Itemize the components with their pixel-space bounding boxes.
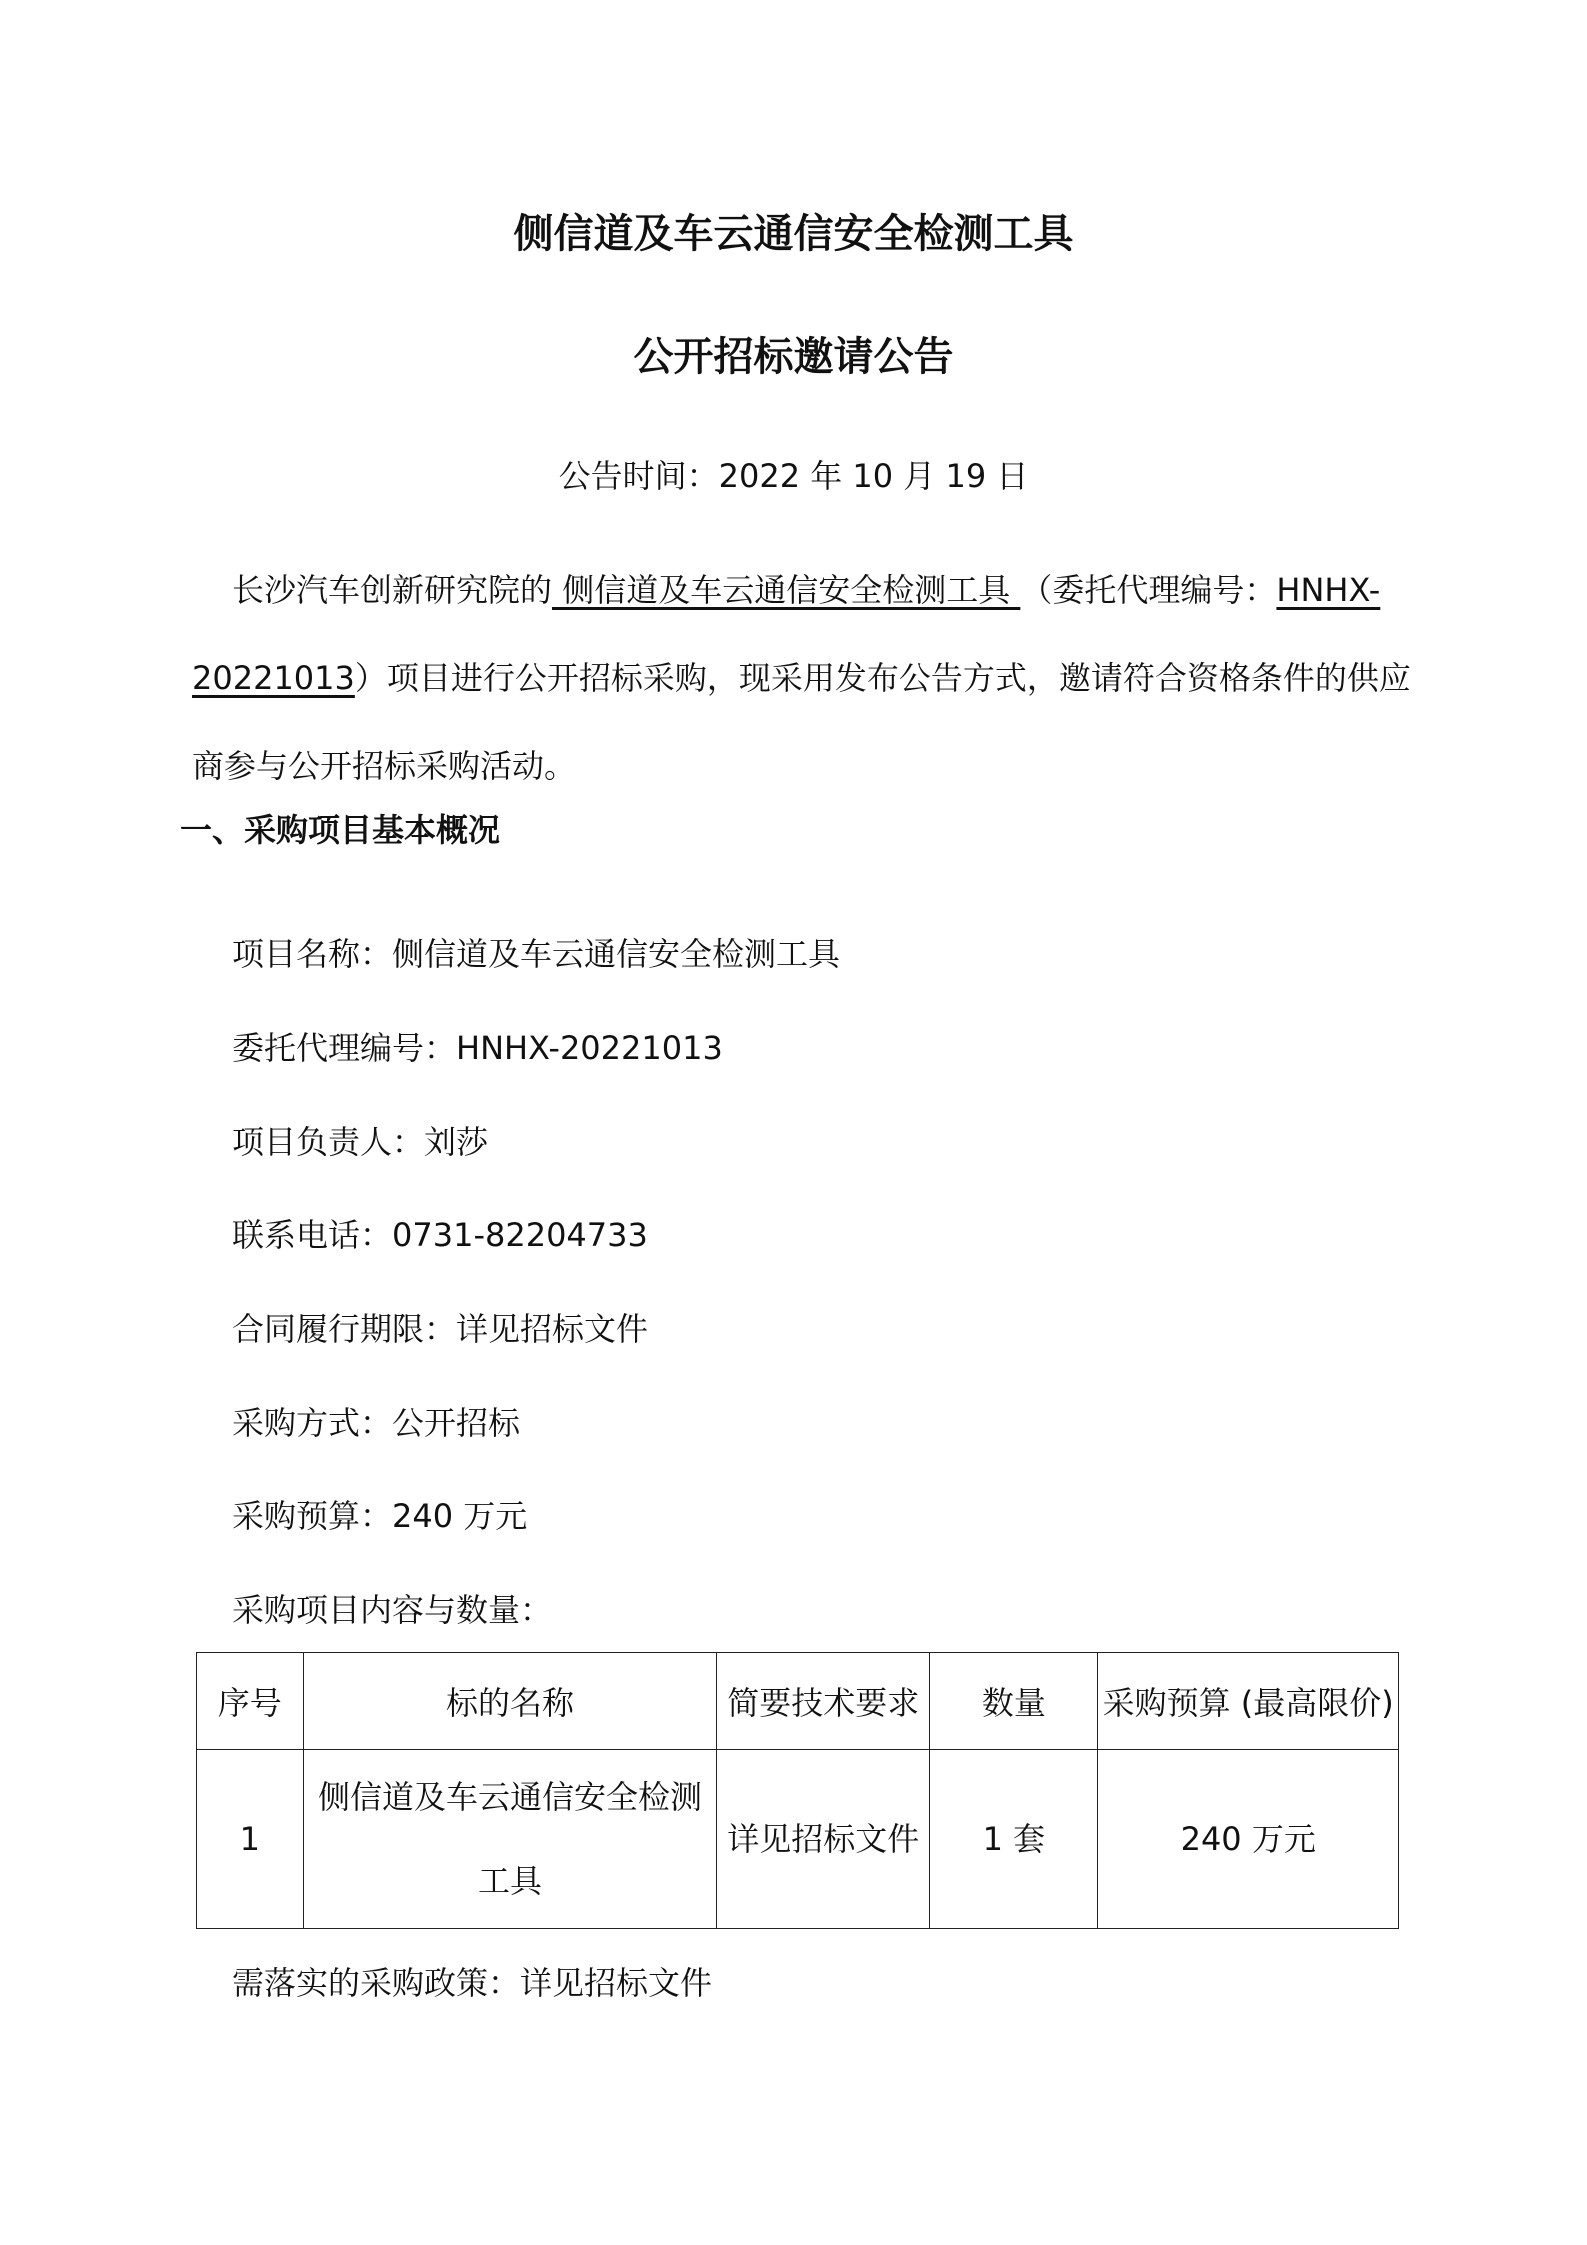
field-contract-period: 合同履行期限：详见招标文件 (232, 1310, 649, 1348)
table-cell-requirements: 详见招标文件 (717, 1750, 930, 1929)
field-phone: 联系电话：0731-82204733 (232, 1216, 648, 1254)
procurement-items-table (196, 1652, 1399, 1929)
field-procurement-policy: 需落实的采购政策：详见招标文件 (232, 1964, 713, 2002)
field-budget: 采购预算：240 万元 (232, 1497, 528, 1535)
table-header-cell: 数量 (930, 1653, 1098, 1750)
table-cell-budget: 240 万元 (1098, 1750, 1399, 1929)
table-header-cell: 序号 (197, 1653, 304, 1750)
table-cell-quantity: 1 套 (930, 1750, 1098, 1929)
intro-paragraph (192, 546, 1432, 810)
document-subtitle: 公开招标邀请公告 (633, 334, 954, 380)
announcement-date: 公告时间：2022 年 10 月 19 日 (558, 457, 1029, 495)
field-project-manager: 项目负责人：刘莎 (232, 1123, 489, 1161)
table-header-cell: 标的名称 (303, 1653, 717, 1750)
table-row (197, 1750, 1399, 1929)
intro-project-name: 侧信道及车云通信安全检测工具 (552, 571, 1021, 609)
field-agent-code: 委托代理编号：HNHX-20221013 (232, 1029, 723, 1067)
table-header-cell: 采购预算 (最高限价) (1098, 1653, 1399, 1750)
field-project-name: 项目名称：侧信道及车云通信安全检测工具 (232, 935, 841, 973)
document-title: 侧信道及车云通信安全检测工具 (513, 211, 1074, 257)
table-cell-item-name: 侧信道及车云通信安全检测工具 (303, 1750, 717, 1929)
section-heading-basic-overview: 一、采购项目基本概况 (180, 811, 501, 849)
intro-suffix: ）项目进行公开招标采购，现采用发布公告方式，邀请符合资格条件的供应商参与公开招标采购活动。 (192, 659, 1411, 785)
table-cell-index: 1 (197, 1750, 304, 1929)
intro-middle: （委托代理编号： (1020, 571, 1277, 609)
intro-prefix: 长沙汽车创新研究院的 (232, 571, 553, 609)
table-header-row (197, 1653, 1399, 1750)
intro-agent-code: HNHX-20221013 (192, 571, 1381, 697)
field-content-label: 采购项目内容与数量： (232, 1591, 553, 1629)
table-header-cell: 简要技术要求 (717, 1653, 930, 1750)
field-procurement-method: 采购方式：公开招标 (232, 1404, 521, 1442)
